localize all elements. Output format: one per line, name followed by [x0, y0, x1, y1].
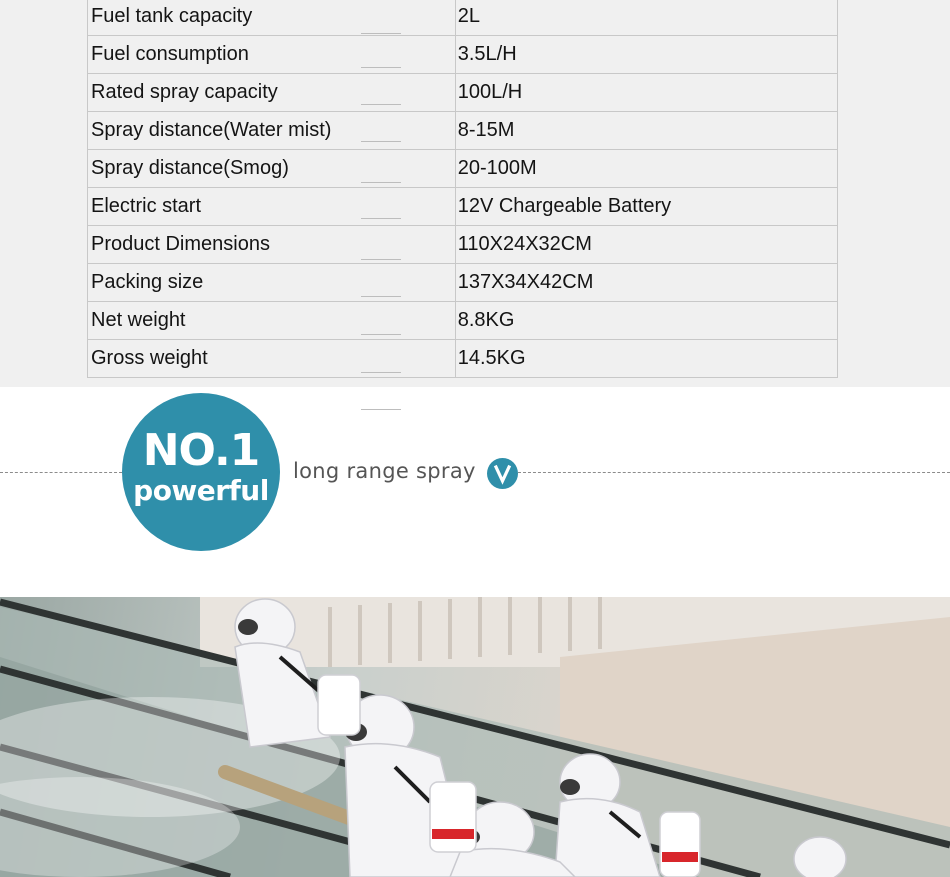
divider — [361, 334, 401, 335]
table-row — [88, 74, 838, 112]
spec-label: Packing size — [88, 264, 456, 302]
divider — [361, 259, 401, 260]
spec-label: Gross weight — [88, 340, 456, 378]
no1-badge — [122, 393, 280, 551]
spec-section — [0, 0, 950, 387]
spec-label: Spray distance(Smog) — [88, 150, 456, 188]
table-row — [88, 340, 838, 378]
table-row — [88, 112, 838, 150]
spec-value: 12V Chargeable Battery — [455, 188, 837, 226]
spec-label: Spray distance(Water mist) — [88, 112, 456, 150]
table-row — [88, 150, 838, 188]
divider — [361, 104, 401, 105]
table-row — [88, 0, 838, 36]
table-row — [88, 302, 838, 340]
spec-label: Fuel consumption — [88, 36, 456, 74]
divider — [361, 409, 401, 410]
table-row — [88, 36, 838, 74]
feature-text: long range spray — [293, 459, 476, 483]
badge-title: NO.1 — [142, 425, 260, 476]
spec-value: 137X34X42CM — [455, 264, 837, 302]
escalator-disinfection-workers-image — [0, 597, 950, 877]
spec-value: 8-15M — [455, 112, 837, 150]
divider — [361, 218, 401, 219]
divider — [361, 141, 401, 142]
divider — [361, 182, 401, 183]
divider — [361, 33, 401, 34]
spec-table — [87, 0, 838, 378]
spec-value: 2L — [455, 0, 837, 36]
spec-label: Electric start — [88, 188, 456, 226]
dashed-divider-right — [518, 472, 950, 473]
spec-value: 110X24X32CM — [455, 226, 837, 264]
spec-value: 8.8KG — [455, 302, 837, 340]
spec-value: 100L/H — [455, 74, 837, 112]
divider — [361, 372, 401, 373]
table-row — [88, 264, 838, 302]
divider — [361, 67, 401, 68]
table-row — [88, 188, 838, 226]
spec-label: Net weight — [88, 302, 456, 340]
spec-label: Rated spray capacity — [88, 74, 456, 112]
spec-value: 3.5L/H — [455, 36, 837, 74]
divider — [361, 296, 401, 297]
check-v-icon — [487, 458, 518, 489]
dashed-divider-left — [0, 472, 122, 473]
spec-value: 20-100M — [455, 150, 837, 188]
spec-value: 14.5KG — [455, 340, 837, 378]
spec-label: Product Dimensions — [88, 226, 456, 264]
table-row — [88, 226, 838, 264]
badge-subtitle: powerful — [133, 474, 269, 507]
spec-label: Fuel tank capacity — [88, 0, 456, 36]
